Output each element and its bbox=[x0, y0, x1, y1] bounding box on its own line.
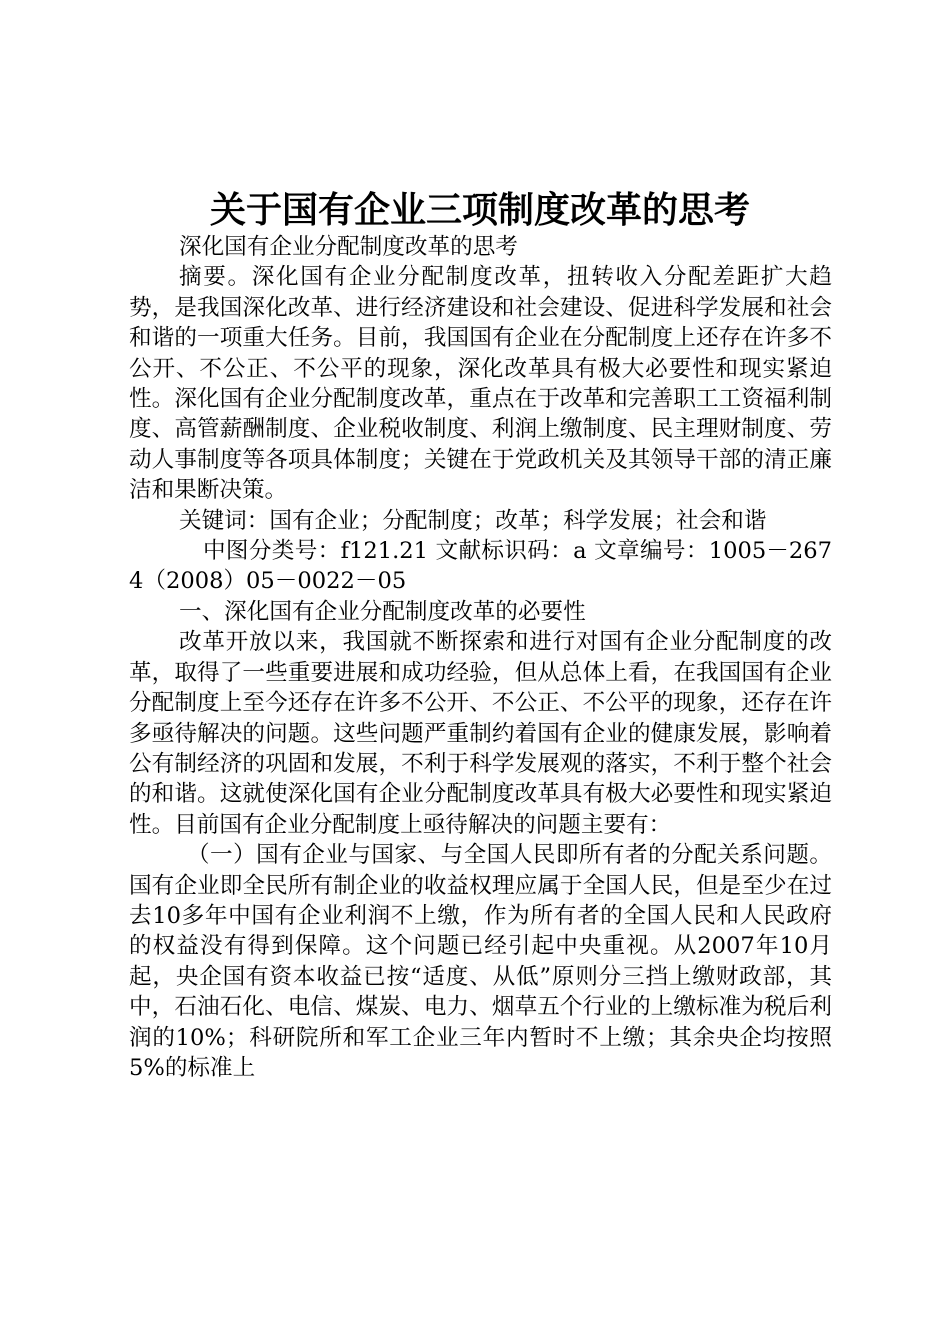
abstract-paragraph: 摘要。深化国有企业分配制度改革，扭转收入分配差距扩大趋势，是我国深化改革、进行经济建设和社会建设、促进科学发展和社会和谐的一项重大任务。目前，我国国有企业在分配制度上还存在许多不公开、不公正、不公平的现象，深化改革具有极大必要性和现实紧迫性。深化国有企业分配制度改革，重点在于改革和完善职工工资福利制度、高管薪酬制度、企业税收制度、利润上缴制度、民主理财制度、劳动人事制度等各项具体制度；关键在于党政机关及其领导干部的清正廉洁和果断决策。 bbox=[129, 264, 832, 504]
body-paragraph: 改革开放以来，我国就不断探索和进行对国有企业分配制度的改革，取得了一些重要进展和成功经验，但从总体上看，在我国国有企业分配制度上至今还存在许多不公开、不公正、不公平的现象，还存在许多亟待解决的问题。这些问题严重制约着国有企业的健康发展，影响着公有制经济的巩固和发展，不利于科学发展观的落实，不利于整个社会的和谐。这就使深化国有企业分配制度改革具有极大必要性和现实紧迫性。目前国有企业分配制度上亟待解决的问题主要有： bbox=[129, 629, 832, 838]
document-body bbox=[129, 232, 832, 1083]
keywords-paragraph: 关键词：国有企业；分配制度；改革；科学发展；社会和谐 bbox=[179, 507, 767, 534]
section-heading: 一、深化国有企业分配制度改革的必要性 bbox=[179, 598, 586, 625]
document-title: 关于国有企业三项制度改革的思考 bbox=[209, 189, 750, 231]
subtitle-paragraph: 深化国有企业分配制度改革的思考 bbox=[179, 234, 518, 260]
classification-paragraph: 中图分类号：f121.21 文献标识码：a 文章编号：1005－2674（2008）05－0022－05 bbox=[129, 538, 832, 595]
body-paragraph: （一）国有企业与国家、与全国人民即所有者的分配关系问题。国有企业即全民所有制企业的收益权理应属于全国人民，但是至少在过去10多年中国有企业利润不上缴，作为所有者的全国人民和人民政府的权益没有得到保障。这个问题已经引起中央重视。从2007年10月起，央企国有资本收益已按“适度、从低”原则分三挡上缴财政部，其中，石油石化、电信、煤炭、电力、烟草五个行业的上缴标准为税后利润的10%；科研院所和军工企业三年内暂时不上缴；其余央企均按照5%的标准上 bbox=[129, 842, 832, 1081]
